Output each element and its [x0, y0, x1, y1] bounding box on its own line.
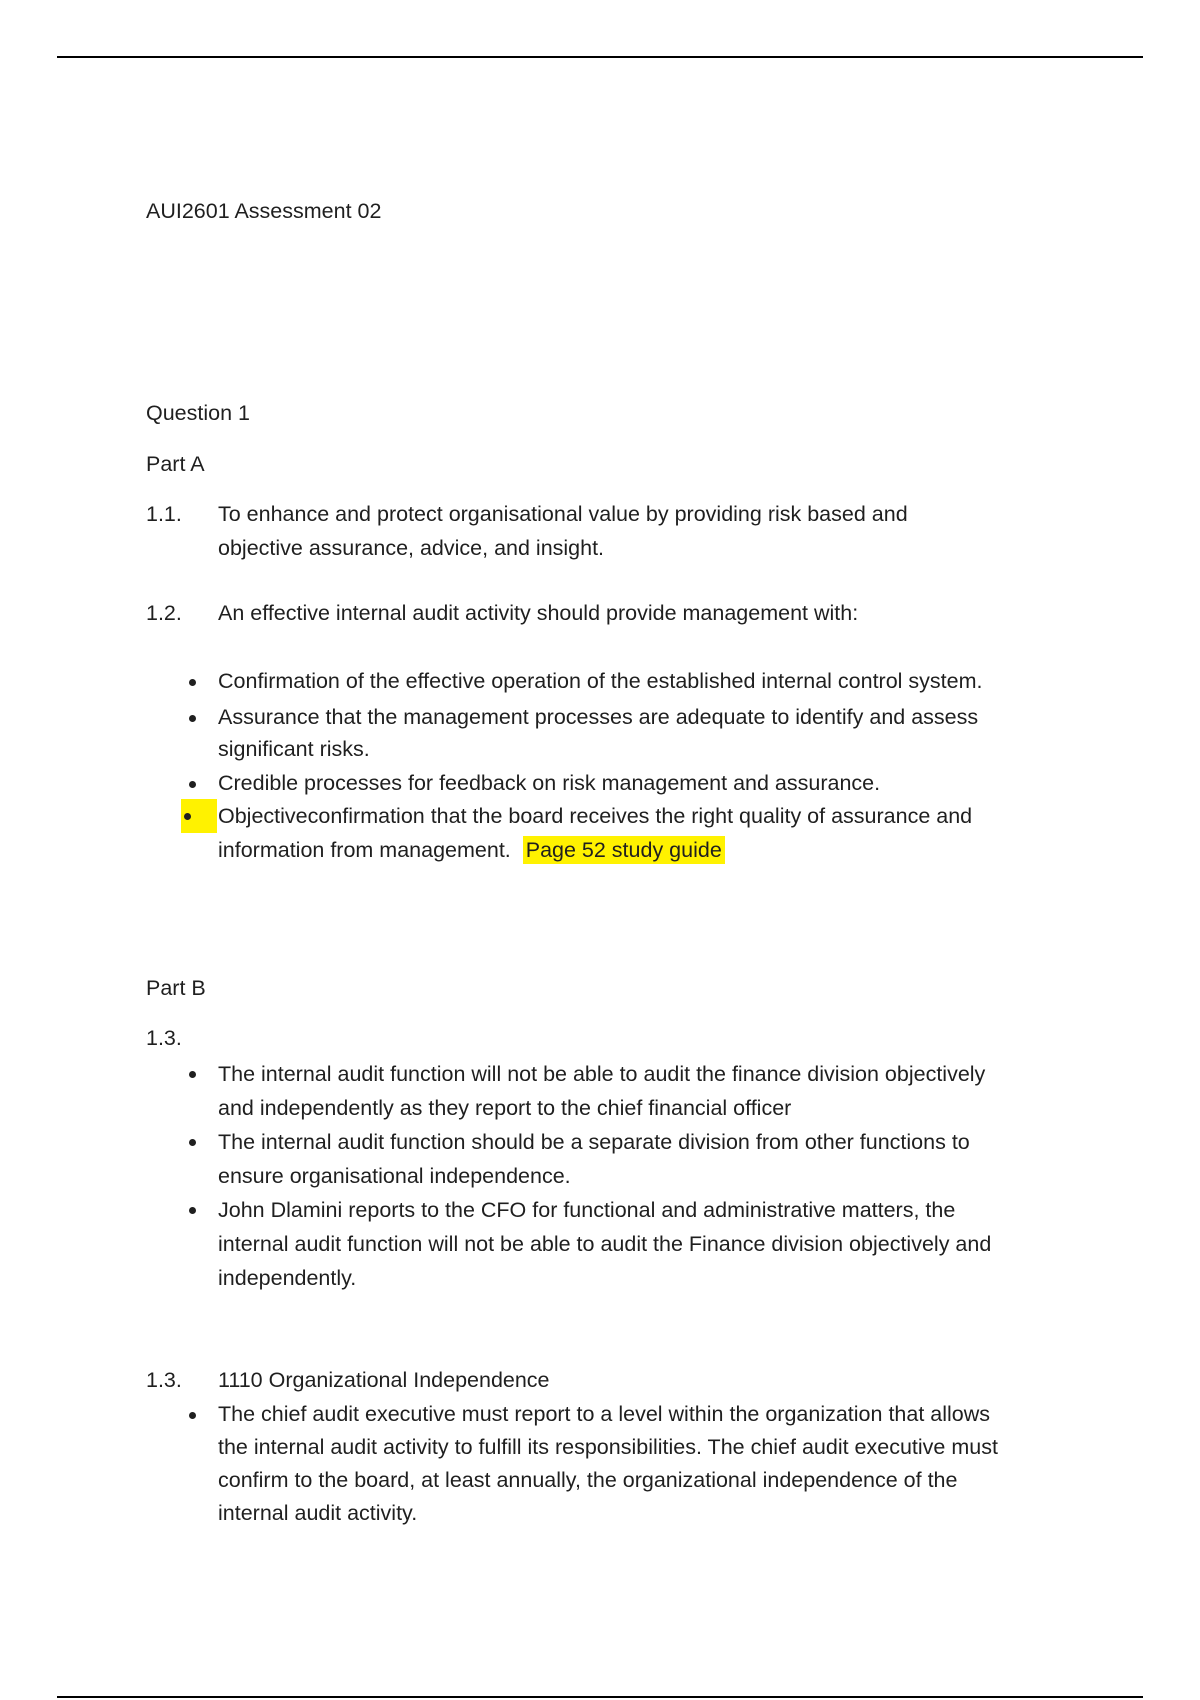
part-a-label: Part A [146, 452, 205, 476]
list-item-text: John Dlamini reports to the CFO for functional and administrative matters, the internal audit function will not be able to audit the Finance division objectively and independently. [218, 1198, 992, 1290]
document-title: AUI2601 Assessment 02 [146, 199, 382, 223]
list-item-text: The internal audit function will not be able to audit the finance division objectively and independently as they report to the chief financial officer [218, 1062, 986, 1120]
list-item [146, 1057, 998, 1125]
list-item [146, 701, 998, 765]
bullet-icon [181, 1193, 203, 1227]
item-1-1 [146, 497, 1046, 565]
page-top-rule [57, 56, 1143, 58]
item-1-3-second [146, 1363, 1046, 1397]
list-item [146, 1398, 998, 1530]
item-text: An effective internal audit activity should provide management with: [218, 601, 859, 625]
item-1-2-bullet-list [146, 665, 1046, 867]
item-number: 1.2. [146, 601, 182, 625]
item-1-3-first-bullet-list [146, 1057, 1046, 1295]
list-item [146, 767, 998, 799]
item-number: 1.3. [146, 1368, 182, 1392]
bullet-icon [181, 1125, 203, 1159]
list-item [146, 1193, 998, 1295]
list-item-text: Objectiveconfirmation that the board receives the right quality of assurance and information from management. [218, 804, 973, 862]
item-number: 1.1. [146, 502, 182, 526]
highlighted-bullet-icon [181, 799, 217, 833]
question-1-title: Question 1 [146, 401, 250, 425]
list-item-highlighted [146, 799, 998, 867]
bullet-icon [181, 1398, 203, 1432]
list-item-text: Assurance that the management processes are adequate to identify and assess significant risks. [218, 705, 979, 761]
bullet-icon [181, 665, 203, 699]
item-heading: 1110 Organizational Independence [218, 1368, 550, 1392]
item-text: To enhance and protect organisational value by providing risk based and objective assurance, advice, and insight. [218, 502, 908, 560]
list-item-text: The chief audit executive must report to a level within the organization that allows the internal audit activity to fulfill its responsibilities. The chief audit executive must confirm to the board, at least annually, the organizational independence of the internal audit activity. [218, 1402, 998, 1525]
item-number: 1.3. [146, 1026, 182, 1050]
list-item-text: Confirmation of the effective operation of the established internal control system. [218, 669, 983, 693]
bullet-icon [181, 767, 203, 801]
list-item-text: Credible processes for feedback on risk management and assurance. [218, 771, 881, 795]
page-bottom-rule [57, 1696, 1143, 1698]
list-item-text: The internal audit function should be a separate division from other functions to ensure organisational independence. [218, 1130, 970, 1188]
item-1-3-second-bullet-list [146, 1398, 1046, 1530]
item-1-2 [146, 596, 1046, 630]
study-guide-reference: Page 52 study guide [523, 836, 725, 864]
bullet-icon [181, 701, 203, 735]
bullet-icon [181, 1057, 203, 1091]
list-item [146, 665, 998, 697]
list-item [146, 1125, 998, 1193]
part-b-label: Part B [146, 976, 206, 1000]
